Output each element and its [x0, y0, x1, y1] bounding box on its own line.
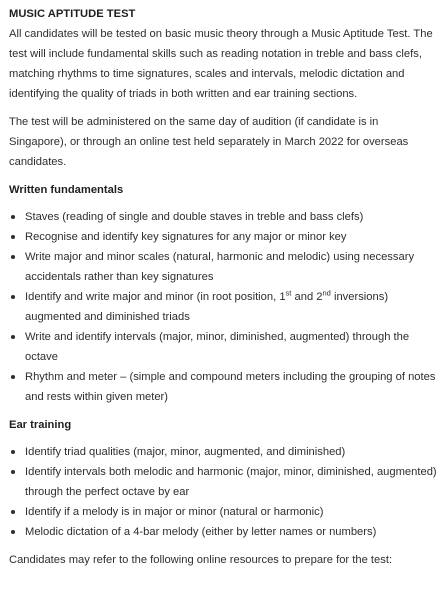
superscript: nd: [322, 288, 331, 298]
list-item-text: Write and identify intervals (major, minor, diminished, augmented) through the octave: [25, 331, 410, 363]
bullet-icon: [11, 375, 15, 379]
list-item-text: Identify intervals both melodic and harmonic (major, minor, diminished, augmented) through the perfect octave by ear: [25, 466, 437, 498]
list-item-text: Identify triad qualities (major, minor, augmented, and diminished): [25, 446, 346, 458]
bullet-icon: [11, 530, 15, 534]
written-fundamentals-list: [9, 207, 438, 407]
bullet-icon: [11, 510, 15, 514]
list-item: [9, 442, 438, 462]
list-item-rhythm: [9, 367, 438, 407]
bullet-icon: [11, 450, 15, 454]
ear-training-heading: Ear training: [9, 419, 72, 431]
list-item-text: Recognise and identify key signatures for any major or minor key: [25, 231, 347, 243]
list-item-intervals: [9, 327, 438, 367]
list-item-text: Melodic dictation of a 4-bar melody (either by letter names or numbers): [25, 526, 377, 538]
list-item: [9, 502, 438, 522]
list-item-text-part: Identify and write major and minor (in root position, 1: [25, 291, 286, 303]
bullet-icon: [11, 255, 15, 259]
bullet-icon: [11, 470, 15, 474]
list-item-text: Staves (reading of single and double staves in treble and bass clefs): [25, 211, 364, 223]
list-item-staves: [9, 207, 438, 227]
bullet-icon: [11, 215, 15, 219]
administration-paragraph: The test will be administered on the same day of audition (if candidate is in Singapore), or through an online test held separately in March 2022 for overseas candidates.: [9, 116, 409, 168]
list-item-triads: [9, 287, 438, 327]
ear-training-list: [9, 442, 438, 542]
list-item: [9, 462, 438, 502]
list-item-scales: [9, 247, 438, 287]
list-item-text: Identify if a melody is in major or minor (natural or harmonic): [25, 506, 324, 518]
list-item-text: Rhythm and meter – (simple and compound meters including the grouping of notes and rests within given meter): [25, 371, 436, 403]
list-item-key-signatures: [9, 227, 438, 247]
intro-paragraph: All candidates will be tested on basic music theory through a Music Aptitude Test. The test will include fundamental skills such as reading notation in treble and bass clefs, matching rhythms to time signatures, scales and intervals, melodic dictation and identifying the quality of triads in both written and ear training sections.: [9, 28, 433, 100]
resources-paragraph: Candidates may refer to the following online resources to prepare for the test:: [9, 554, 393, 566]
list-item-text-part: and 2: [291, 291, 323, 303]
written-fundamentals-heading: Written fundamentals: [9, 184, 124, 196]
superscript: st: [285, 288, 292, 298]
list-item-text: Write major and minor scales (natural, harmonic and melodic) using necessary accidentals rather than key signatures: [25, 251, 415, 283]
page-title: MUSIC APTITUDE TEST: [9, 8, 136, 20]
list-item: [9, 522, 438, 542]
bullet-icon: [11, 235, 15, 239]
bullet-icon: [11, 295, 15, 299]
list-item-text-part: inversions) augmented and diminished triads: [25, 291, 389, 323]
bullet-icon: [11, 335, 15, 339]
